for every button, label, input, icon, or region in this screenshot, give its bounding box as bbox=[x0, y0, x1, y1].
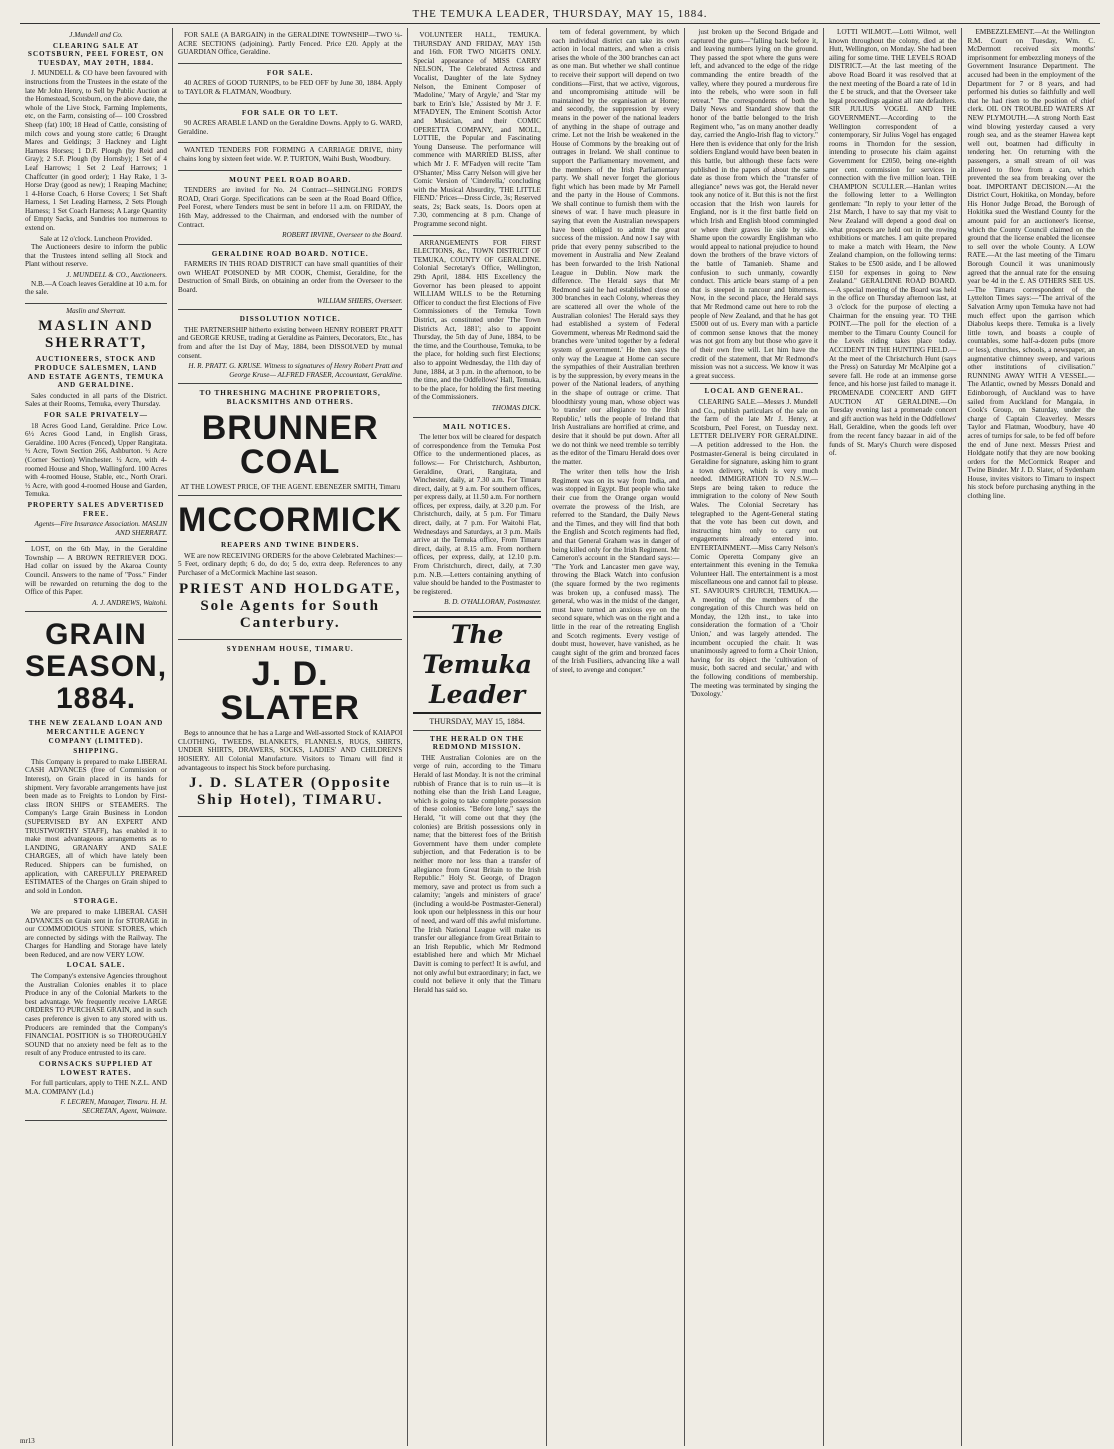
mail-head: MAIL NOTICES. bbox=[443, 422, 512, 431]
ad-signature: Agents—Fire Insurance Association. MASLIN AND SHERRATT. bbox=[34, 520, 168, 537]
local-sale-body: The Company's extensive Agencies throughout the Australian Colonies enables it to place Produce in any of the Colonial Markets to the best advantage. We frequently receive LARGE ORDERS TO PURCHASE GRAIN, and in such cases preference is given to any stored with us. Producers are reminded that the Company's FINANCIAL POSITION is so THOROUGHLY SOUND that no anxiety need be felt as to the result of any Produce entrusted to its care. bbox=[25, 972, 168, 1058]
local-general bbox=[690, 387, 818, 698]
ad-body: VOLUNTEER HALL, TEMUKA. THURSDAY AND FRIDAY, MAY 15th and 16th. FOR TWO NIGHTS ONLY. Special appearance of MISS CARRY NELSON, The Celebrated Actress and Vocalist, Daughter of the late Sydney Nelson, the Eminent Composer of 'Madoline,' 'Mary of Argyle,' and 'Star my bark to Erin's Isle,' Assisted by Mr J. F. M'FADYEN, The Eminent Scottish Actor and Musician, and their COMIC OPERETTA COMPANY, and MOLL, LOTTIE, the Popular and Fascinating Young Danseuse. The performance will commence with MARRIED BLISS, after which Mr J. F. M'Fadyen will recite 'Tam O'Shanter,' Miss Carry Nelson will give her Comic Version of 'Cinderella,' concluding with the Musical Absurdity, 'THE LITTLE FIEND.' Prices—Dress Circle, 3s; Reserved seats, 2s; Back seats, 1s. Doors open at 7.30, commencing at 8 p.m. Change of Programme second night. bbox=[413, 31, 541, 229]
ad-body: WANTED TENDERS FOR FORMING A CARRIAGE DRIVE, thirty chains long by sixteen feet wide. W. P. TURTON, Waihi Bush, Woodbury. bbox=[178, 146, 403, 163]
ad-body: LOST, on the 6th May, in the Geraldine Township — A BROWN RETRIEVER DOG. Had collar on issued by the Akaroa County Council. Answers to the name of "Poss." Finder will be rewarded on returning the dog to the Office of this Paper. bbox=[25, 545, 168, 597]
grain-season-ad bbox=[25, 612, 167, 1120]
column-2 bbox=[172, 28, 407, 1446]
ad-body: THE PARTNERSHIP hitherto existing between HENRY ROBERT PRATT and GEORGE KRUSE, trading at Geraldine as Painters, Decorators, Etc., has from and after the 1st Day of May, 1884, been DISSOLVED by mutual consent. bbox=[178, 325, 403, 360]
slater-title: J. D. SLATER bbox=[220, 655, 360, 728]
ad-free: PROPERTY SALES ADVERTISED FREE. bbox=[27, 500, 165, 518]
local-body: EMBEZZLEMENT.—At the Wellington R.M. Court on Tuesday, Wm. C. McDermott received six months' imprisonment for embezzling moneys of the Government Insurance Department. The accused had been in the employment of the Department for 7 or 8 years, and had performed his duties so faithfully and well that he had risen to the position of chief clerk. OIL ON TROUBLED WATERS AT NEW PLYMOUTH.—A strong North East wind blowing yesterday caused a very rough sea, and as the steamer Hawea kept well out, boatmen had difficulty in tendering her. On returning with the passengers, a small stream of oil was allowed to flow from a can, which prevented the sea from breaking over the boat. IMPORTANT DECISION.—At the District Court, Hokitika, on Monday, before His Honor Judge Broad, the Borough of Hokitika sued the Westland County for the amount paid for an auctioneer's license, which the County Council claimed on the ground that the license enabled the licensee to sell over the whole County. A LOW RATE.—At the last meeting of the Timaru Borough Council it was unanimously agreed that the annual rate for the ensuing year be 4d in the £. AS OTHERS SEE US.—The Timaru correspondent of the Lyttelton Times says:—"The arrival of the Salvation Army upon Temuka have not had much effect upon the garrison which Diabolus keeps there. Temuka is a lively little town, and boasts a couple of countables, some half-a-dozen pubs (more or less), churches, schools, a newspaper, an augmentative chimney sweep, and various other institutions of civilisation." RUNNING AWAY WITH A VESSEL.—The Atlantic, owned by Messrs Donald and Edinborough, of Auckland was to have sailed from Auckland for Mangaia, in Cook's Group, on Saturday, under the charge of Captain Cleaverley. Messrs Taylor and Flatman, Woodbury, have 40 acres of turnips for sale, to be fed off before the end of June next. Messrs Priest and Holdgate notify that they are now booking orders for the McCormick Reaper and Twine Binder. Mr J. D. Slater, of Sydenham House, invites visitors to Timaru to inspect his stock before purchasing anything in the clothing line. bbox=[967, 28, 1096, 501]
local-sale-head: LOCAL SALE. bbox=[66, 961, 126, 970]
column-4 bbox=[546, 28, 685, 1446]
sale-ad-1 bbox=[178, 28, 402, 64]
ad-nb: N.B.—A Coach leaves Geraldine at 10 a.m. for the sale. bbox=[25, 279, 168, 297]
ad-head: FOR SALE OR TO LET. bbox=[241, 108, 339, 117]
ad-body: 90 ACRES ARABLE LAND on the Geraldine Downs. Apply to G. WARD, Geraldine. bbox=[178, 119, 403, 136]
herald-article bbox=[413, 735, 541, 995]
slater-ad bbox=[178, 640, 402, 818]
ad-body: TENDERS are invited for No. 24 Contract—SHINGLING FORD'S ROAD, Orari Gorge. Specifications can be seen at the Road Board Office, Peel Forest, where Tenders must be sent in before 11 a.m. on FRIDAY, the 16th May, addressed to the Chairman, and endorsed with the number of Contract. bbox=[178, 186, 403, 229]
column-1 bbox=[20, 28, 172, 1446]
paper-date: THURSDAY, MAY 15, 1884. bbox=[413, 718, 541, 731]
ad-agent: J.Mundell and Co. bbox=[69, 31, 123, 39]
ad-signature: WILLIAM SHIERS, Overseer. bbox=[316, 296, 403, 305]
mccormick-sub: REAPERS AND TWINE BINDERS. bbox=[220, 541, 360, 550]
coal-ad bbox=[178, 384, 402, 496]
ad-head: FOR SALE. bbox=[266, 68, 314, 77]
slater-address: J. D. SLATER (Opposite Ship Hotel), TIMARU. bbox=[188, 775, 392, 809]
ad-head: MOUNT PEEL ROAD BOARD. bbox=[229, 175, 352, 184]
columns bbox=[20, 28, 1100, 1446]
mail-body: The letter box will be cleared for despatch of correspondence from the Temuka Post Office to the undermentioned places, as follows:— For Christchurch, Ashburton, Geraldine, Orari, Rangitata, and Winchester, daily, at 7.30 a.m. For Timaru direct, daily, at 9 a.m. For southern offices, per express daily, at 11.50 a.m. For northern offices, per express, daily, at 3.20 p.m. For Christchurch, daily, at 5 p.m. For Timaru direct, daily, at 7 p.m. For Waitohi Flat, Wednesdays and Saturdays, at 3 p.m. Mails arrive at the Temuka office, From Timaru direct, daily, at 8.15 a.m. From northern offices, per express, daily, at 12.10 p.m. From Christchurch, direct, daily, at 7.30 p.m. N.B.—Letters containing anything of value should be handed to the Postmaster to be registered. bbox=[413, 433, 541, 596]
shipping-head: SHIPPING. bbox=[73, 747, 119, 756]
ad-body: J. MUNDELL & CO have been favoured with instructions from the Trustees in the estate of the late Mr John Henry, to Sell by Public Auction at the Homestead, Scotsburn, on the above date, the whole of the Live Stock, Farming Implements, etc, on the Farm, consisting of— 100 Crossbred Sheep (fat) 100; 18 Head of Cattle, consisting of milch cows and young store cattle; 6 Draught Mares and Geldings; 3 Hackney and Light Harness Horses; 1 D.F. Plough (by Reid and Gray); 2 S.F. Plough (by Hornsby); 1 Set of 4 Leaf Harrows; 1 Set 2 Leaf Harrows; 1 Chaffcutter (in good order); 1 Hay Rake, 1 3-Horse Dray (good as new); 1 Reaping Machine; 1 4-Horse Coach, 6 Horse Covers; 1 Set Shaft Harness, 1 Set Leading Harness, 2 Sets Plough Harness; 1 Set Coach Harness; A Large Quantity of Empty Sacks, and Sundries too numerous to extend on. bbox=[25, 69, 168, 233]
tenders-drive-ad bbox=[178, 143, 402, 170]
column-5 bbox=[684, 28, 823, 1446]
local-head: LOCAL AND GENERAL. bbox=[704, 387, 804, 396]
herald-article-cont bbox=[552, 28, 680, 675]
ad-signature: F. LECREN, Manager, Timaru. H. H. SECRETAN, Agent, Waimate. bbox=[60, 1098, 168, 1115]
divider bbox=[690, 383, 818, 384]
slater-body: Begs to announce that he has a Large and Well-assorted Stock of KAIAPOI CLOTHING, TWEEDS, BLANKETS, FLANNELS, RUGS, SHIRTS, UNDER SHIRTS, DRAWERS, SOCKS, LADIES' AND CHILDREN'S HOSIERY. All Colonial Manufacture. Visitors to Timaru will find it advantageous to inspect his Stock before purchasing. bbox=[178, 729, 403, 772]
ad-signature: A. J. ANDREWS, Waitohi. bbox=[92, 598, 168, 607]
coal-title: BRUNNER COAL bbox=[201, 408, 379, 481]
apply: For full particulars, apply to THE N.Z.L. AND M.A. COMPANY (Ld.) bbox=[25, 1079, 168, 1096]
ad-signature: THOMAS DICK. bbox=[491, 403, 541, 412]
shipping-body: This Company is prepared to make LIBERAL CASH ADVANCES (free of Commission or Interest), on Grain placed in its hands for shipment. Very favorable arrangements have just been made as to Freights to London by First-class IRON SHIPS or STEAMERS. The Company's Large Grain Business in London (SUPERVISED BY AN EXPERT AND TRUSTWORTHY STAFF), has enabled it to make most advantageous arrangements as to LANDING, GRANARY AND SALE CHARGES, all of which have lately been Reduced. Shippers can be furnished, on application, with CAREFULLY PREPARED ESTIMATES of the Charges on Grain shiped to and sold in London. bbox=[25, 757, 168, 895]
coal-body: AT THE LOWEST PRICE, OF THE AGENT. EBENEZER SMITH, Timaru bbox=[180, 482, 401, 491]
ad-body: FOR SALE (A BARGAIN) in the GERALDINE TOWNSHIP—TWO ¼-ACRE SECTIONS (adjoining). Partly Fenced. Price £20. Apply at the GUARDIAN Office, Geraldine. bbox=[178, 31, 403, 57]
mail-notices bbox=[413, 418, 541, 612]
article-body-2: The writer then tells how the Irish Regiment was on its way from India, and was stopped in Egypt. But people who take their cue from the Orange organ would overrate the prowess of the Irish, are referred to the Standard, the Daily News and the Times, and they will find that both the English and Scotch regiments had fled, and that General Graham was in danger of being killed only for the Irish Regiment. Mr Cameron's account in the Standard says:— "The York and Lancaster men gave way, throwing the Black Watch into confusion (the square formed by the two regiments was broken up, a confused mass). The general, who was in the midst of the danger, must have turned an anxious eye on the second square, which was on the right and a little in the rear of the retreating English and Scotch regiments. Every vestige of doubt must, however, have vanished, as he caught sight of the grim and bronzed faces of the Irish Fusiliers, advancing like a wall of steel, to avenge and conquer." bbox=[551, 468, 680, 674]
volunteer-hall-ad bbox=[413, 28, 541, 236]
elections-ad bbox=[413, 236, 541, 418]
cornsacks: CORNSACKS SUPPLIED AT LOWEST RATES. bbox=[38, 1060, 154, 1077]
column-7 bbox=[961, 28, 1100, 1446]
ad-signature: J. MUNDELL & CO., Auctioneers. bbox=[66, 271, 168, 280]
mail-signature: B. D. O'HALLORAN, Postmaster. bbox=[444, 598, 541, 607]
local-general-cont bbox=[829, 28, 957, 458]
storage-body: We are prepared to make LIBERAL CASH ADVANCES on Grain sent in for STORAGE in our COMMODIOUS STONE STORES, which are connected by sidings with the Railway. The Charges for Handling and Storage have lately been Reduced, and are now VERY LOW. bbox=[25, 907, 168, 959]
ad-subtitle: AUCTIONEERS, STOCK AND PRODUCE SALESMEN, LAND AND ESTATE AGENTS, TEMUKA AND GERALDINE. bbox=[27, 355, 165, 390]
ad-title: CLEARING SALE AT SCOTSBURN, PEEL FOREST, ON TUESDAY, MAY 20TH, 1884. bbox=[27, 41, 165, 67]
article-headline: THE HERALD ON THE REDMOND MISSION. bbox=[430, 734, 525, 752]
dissolution-ad bbox=[178, 310, 402, 384]
herald-article-end bbox=[690, 28, 818, 380]
column-3 bbox=[407, 28, 546, 1446]
article-body: just broken up the Second Brigade and captured the guns—"falling back before it, and leaving numbers lying on the ground. They passed the spot where the guns were left, and advanced to the edge of the ridge commanding the entire breadth of the valley, where they poured a murderous fire into the rebels, who were soon in full retreat." The correspondents of both the Daily News and Standard show that the honor of the battle belonged to the Irish Regiment who, "as on many another deadly day, carried the Anglo-Irish flag to victory." Here then is evidence that only for the Irish soldiers England would have been beaten in this battle, but although these facts were published in the papers of about the same date as those from which the "transfer of allegiance" news was got, the Herald never took any notice of it. But this is not the first occasion that the Irish won laurels for England, nor is it the first battle field on which Irish and English blood commingled or where their graves lie side by side. Shame upon the cowardly Englishman who would appeal to national prejudice to hound down the brothers of the brave victors of the battle of Tamanieb. Shame and confusion to such unmanly, cowardly conduct. This article bears stamp of a pen that is steeped in rancour and bitterness. Now, in the second place, the Herald says that Mr Redmond came out here to rob the people of New Zealand, and that he has got £5000 out of us. Every man with a particle of common sense knows that the money was not got from any but those who gave it of their own free will. Let him have the credit of the statement, that Mr Redmond's mission was not a success. We know it was a great success. bbox=[690, 28, 818, 380]
mccormick-ad bbox=[178, 496, 402, 639]
ad-title: MASLIN AND SHERRATT, bbox=[38, 318, 154, 352]
ad-body: 40 ACRES of GOOD TURNIPS, to be FED OFF by June 30, 1884. Apply to TAYLOR & FLATMAN, Woodbury. bbox=[178, 79, 403, 96]
mccormick-body: WE are now RECEIVING ORDERS for the above Celebrated Machines:— 5 Feet, ordinary depth; 6 do, do do; 5 do, extra deep. References to any Purchaser of a McCormick Machine last season. bbox=[178, 551, 403, 577]
ad-body: FARMERS IN THIS ROAD DISTRICT can have small quantities of their own WHEAT POISONED by MR COOK, Chemist, Geraldine, for the Destruction of Small Birds, on obtaining an order from the Overseer to the Board. bbox=[178, 260, 403, 295]
ad-signature: ROBERT IRVINE, Overseer to the Board. bbox=[282, 231, 403, 240]
mount-peel-ad bbox=[178, 171, 402, 245]
priest-holdgate: PRIEST AND HOLDGATE, Sole Agents for South Canterbury. bbox=[178, 580, 402, 631]
ad-company: THE NEW ZEALAND LOAN AND MERCANTILE AGENCY COMPANY (LIMITED). bbox=[28, 719, 164, 745]
ad-agent: Maslin and Sherratt. bbox=[66, 306, 126, 315]
mccormick-title: MCCORMICK bbox=[178, 501, 403, 540]
sydenham-house: SYDENHAM HOUSE, TIMARU. bbox=[226, 644, 354, 653]
mundell-sale-ad bbox=[25, 28, 167, 304]
storage-head: STORAGE. bbox=[73, 897, 119, 906]
geraldine-notice-ad bbox=[178, 245, 402, 311]
local-body: LOTTI WILMOT.—Lotti Wilmot, well known throughout the colony, died at the Hutt, Wellington, on Monday. She had been ailing for some time. THE LEVELS ROAD DISTRICT.—At the last meeting of the above Road Board it was resolved that at the next meeting of the Board a rate of 1d in the £ be struck, and that the Overseer take legal proceedings against all rate defaulters. SIR JULIUS VOGEL AND THE GOVERNMENT.—According to the Wellington correspondent of a contemporary, Sir Julius Vogel has engaged rooms in Thorndon for the session, intending to prosecute his claim against Government for £2050, being one-eighth per cent. commission for services in connection with the five million loan. THE CHAMPION SCULLER.—Hanlan writes the following letter to a Wellington gentleman: "In reply to your letter of the 21st March, I have to say that my visit to New Zealand will depend a good deal on what prospects are held out in the rowing exhibitions or matches. I am quite prepared to make a match with Hearn, the New Zealand champion, on the following terms: Stakes to be £500 aside, and I be allowed £150 for expenses in going to New Zealand." GERALDINE ROAD BOARD.—A special meeting of the Board was held in the office on Thursday afternoon last, at 3 o'clock for the purpose of electing a Chairman for the ensuing year. TO THE POINT.—The poll for the election of a member to the Timaru County Council for the Levels riding takes place today. ACCIDENT IN THE HUNTING FIELD.—At the meet of the Christchurch Hunt (says the Press) on Saturday Mr McAlpine got a severe fall. He rode at an immense gorse fence, and his horse just failed to manage it. PROMENADE CONCERT AND GIFT AUCTION AT GERALDINE.—On Tuesday evening last a promenade concert and gift auction was held in the Oddfellows' Hall, Geraldine, when the goods left over from the recent fancy bazaar in aid of the funds of St. Mary's Church were disposed of. bbox=[828, 28, 957, 458]
paper-title: The Temuka Leader bbox=[413, 616, 541, 714]
column-6 bbox=[823, 28, 962, 1446]
article-body: tem of federal government, by which each individual district can take its own action in local matters, and when a crisis arises the whole of the 300 branches can act as one man. But whether we shall continue to receive their support will depend on two conditions—First, that we active, vigorous, and uncompromising attitude will be maintained by the organisation at Home; and secondly, the suppression by every means in the power of the national leaders of anything in the shape of outrage and crime. Let not the Irish be weakened in the House of Commons by the breaking out of outrages in Ireland. We shall continue to support the Parliamentary movement, and the members of the Irish Parliamentary party. We shall never forget the glorious fight which has been made by Mr Parnell and the party in the House of Commons. We shall continue to furnish them with the sinews of war. I have much pleasure in saying that even the Australian newspapers have been obliged to admit the great success of the mission. And now I say with pride that every penny subscribed to the movement in Australia and New Zealand has been forwarded to the Irish National League in Dublin. Now mark the difference. The Herald says that Mr Redmond said he had established close on 300 branches in each Colony, whereas they are scattered all over the whole of the Australian colonies! The Herald says they had established a system of Federal Government, whereas Mr Redmond said the branches were 'united together by a federal system of government.' He then says the only way the League at Home can secure the sympathies of their Australian brethren is by the suppression, by every means in the power of the National leaders, of anything in the shape of outrage or crime. That bloodthirsty young man, whose object was 'to transfer our allegiance to the Irish Republic,' tells the people of Ireland that Irish Australians are horrified at crime, and desire that it should be put down. After all we do not think we need tremble so terribly as the editor of the Timaru Herald does over the matter. bbox=[551, 28, 680, 466]
maslin-ad bbox=[25, 304, 167, 542]
ad-subhead: FOR SALE PRIVATELY— bbox=[44, 410, 148, 419]
ad-body: ARRANGEMENTS FOR FIRST ELECTIONS, &c., TOWN DISTRICT OF TEMUKA, COUNTY OF GERALDINE. Colonial Secretary's Office, Wellington, 29th April, 1884. HIS Excellency the Governor has been pleased to appoint WILLIAM WILLS to be the Returning Officer to conduct the first Elections of Five Commissioners of the Temuka Town District, as constituted under 'The Town Districts Act, 1881'; also to appoint Thursday, the 5th day of June, 1884, to be the time, and the Courthouse, Temuka, to be the place, for holding such first Elections; also to appoint Wednesday, the 11th day of June, 1884, at 3 p.m. in the afternoon, to be the time, and the Oddfellows' Hall, Temuka, to be the place, for holding the first meeting of the Commissioners. bbox=[413, 238, 541, 402]
ad-title: GRAIN SEASON, 1884. bbox=[25, 618, 168, 716]
ad-head: DISSOLUTION NOTICE. bbox=[239, 315, 341, 324]
footer-mark: mr13 bbox=[20, 1437, 35, 1445]
ad-body: Sales conducted in all parts of the District. Sales at their Rooms, Temuka, every Thursday. bbox=[25, 391, 168, 409]
masthead: THE TEMUKA LEADER, THURSDAY, MAY 15, 1884. bbox=[20, 8, 1100, 24]
ad-note: The Auctioneers desire to inform the public that the Trustees intend selling all Stock and Plant without reserve. bbox=[25, 243, 168, 269]
local-body: CLEARING SALE.—Messrs J. Mundell and Co., publish particulars of the sale on the farm of the late Mr J. Henry, at Scotsburn, Peel Forest, on Tuesday next. LETTER DELIVERY FOR GERALDINE.—A petition addressed to the Hon. the Postmaster-General is being circulated in Geraldine for signature, asking him to grant a town delivery, which is very much needed. IMMIGRATION TO N.S.W.—Steps are being taken to reduce the immigration to the colony of New South Wales. The Colonial Secretary has telegraphed to the Agent-General stating that the vote has been cut down, and instructing him only to carry out engagements already entered into. ENTERTAINMENT.—Miss Carry Nelson's Comic Operetta Company give an entertainment this evening in the Temuka Volunteer Hall. The entertainment is a most miscellaneous one and cannot fail to please. ST. SAVIOUR'S CHURCH, TEMUKA.—A meeting of the members of the congregation of this Church was held on Monday, the 12th inst., to take into consideration the formation of a 'Choir Union,' and was largely attended. The incumbent occupied the chair. It was unanimously agreed to form a Choir Union, having for its object the 'cultivation of music, both sacred and secular,' and with the following conditions of membership. The meeting was terminated by singing the 'Doxology.' bbox=[690, 397, 818, 699]
ad-time: Sale at 12 o'clock. Luncheon Provided. bbox=[39, 234, 153, 243]
ad-signature: H. R. PRATT. G. KRUSE. Witness to signatures of Henry Robert Pratt and George Kruse— ALFRED FRASER, Accountant, Geraldine. bbox=[188, 362, 403, 379]
ad-list: 18 Acres Good Land, Geraldine. Price Low. 6½ Acres Good Land, in English Grass, Geraldine. 100 Acres (Fenced), Upper Rangitata. ½ Acre, Town Section 266, Ashburton. ½ Acre (Corner Section) Winchester. ½ Acre, with 4-roomed House and Shop, Wallingford. 100 Acres with 4-roomed House, Stable, etc., North Orari. ½ Acre, with good 4-roomed House and Garden, Temuka. bbox=[25, 421, 168, 499]
lost-dog-ad bbox=[25, 542, 167, 612]
local-general-end bbox=[967, 28, 1095, 501]
turnips-ad bbox=[178, 64, 402, 104]
ad-head: TO THRESHING MACHINE PROPRIETORS, BLACKSMITHS AND OTHERS. bbox=[199, 389, 381, 406]
ad-head: GERALDINE ROAD BOARD. NOTICE. bbox=[211, 249, 369, 258]
article-body: THE Australian Colonies are on the verge of ruin, according to the Timaru Herald of last Monday. It is not the criminal rubbish of France that is to ruin us—it is nothing else than the Irish Land League, which is going to take complete possession of these colonies. "Before long," says the Herald, "it will come out that they (the colonies) are British possessions only in name; that the bitterest foes of the British Government have them under complete subjection, and that Federation is to be neither more nor less than a transfer of allegiance from Great Britain to the Irish Republic." Holy St. George, of Dragon memory, save and protect us from such a calamity; 'angels and ministers of grace' (including a would-be Postmaster-General) look upon our helplessness in this our hour of need, and ward off this awful misfortune. The Irish National League will make us transfer our allegiance from Great Britain to an Irish Republic, which Mr Redmond established here and which Mr Michael Davitt is coming to perfect! It is awful, and not only awful but extraordinary; in fact, we could not believe it only that the Timaru Herald has said so. bbox=[413, 753, 541, 994]
land-ad bbox=[178, 104, 402, 144]
